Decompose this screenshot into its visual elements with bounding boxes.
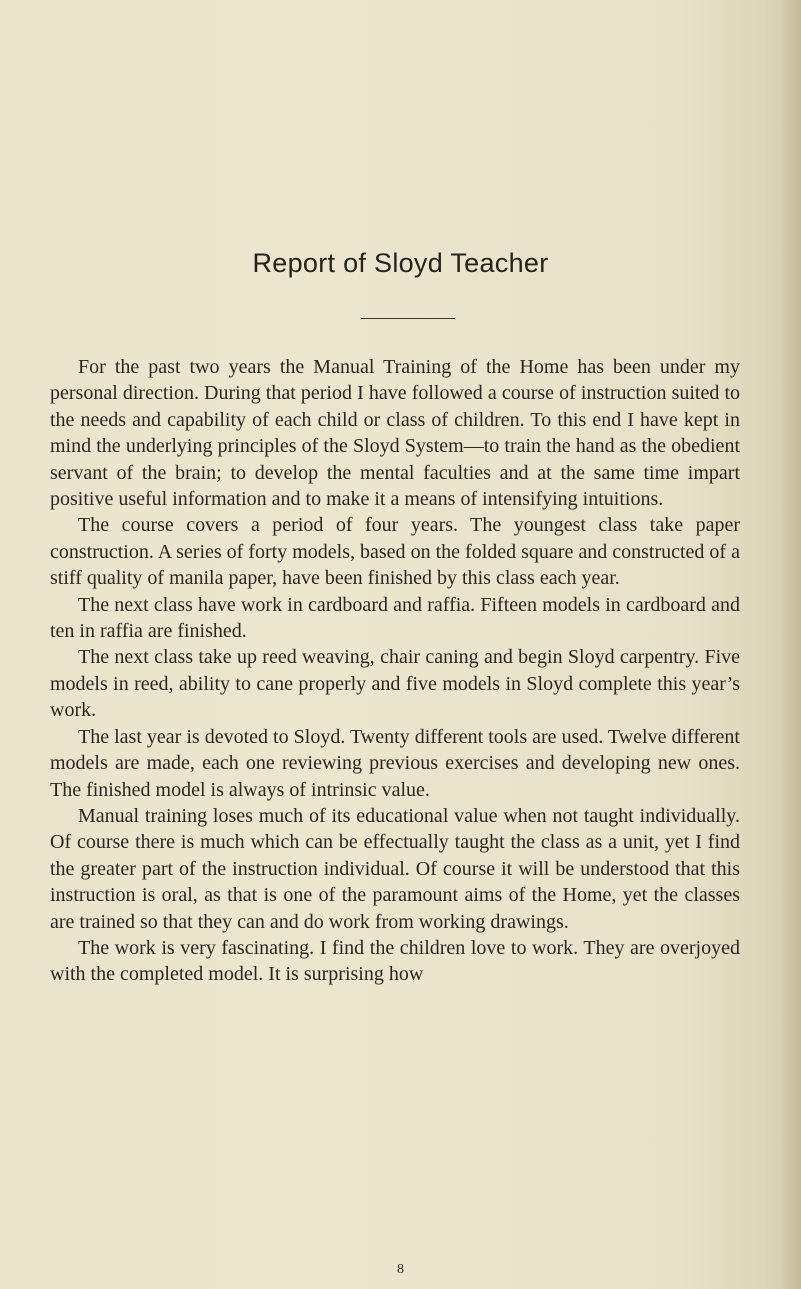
paragraph-cardboard-raffia: The next class have work in cardboard and raffia. Fifteen models in cardboard and ten in raffia are finished.	[50, 593, 740, 643]
paragraph-reed-weaving: The next class take up reed weaving, chair caning and begin Sloyd carpentry. Five models in reed, ability to cane properly and five models in Sloyd complete this year’s work.	[50, 646, 740, 722]
page-title: Report of Sloyd Teacher	[252, 248, 549, 278]
paragraph-course-overview: The course covers a period of four years. The youngest class take paper construction. A series of forty models, based on the folded square and constructed of a stiff quality of manila paper, have been finished by this class each year.	[50, 514, 740, 590]
paragraph-individual-instruction: Manual training loses much of its educational value when not taught individually. Of course there is much which can be effectually taught the class as a unit, yet I find the greater part of the instruction individual. Of course it will be understood that this instruction is oral, as that is one of the paramount aims of the Home, yet the classes are trained so that they can and do work from working drawings.	[50, 804, 740, 933]
title-divider	[361, 318, 455, 319]
page-number: 8	[397, 1262, 404, 1277]
paragraph-last-year: The last year is devoted to Sloyd. Twenty different tools are used. Twelve different models are made, each one reviewing previous exercises and developing new ones. The finished model is always of intrinsic value.	[50, 725, 740, 801]
paragraph-fascinating-work: The work is very fascinating. I find the children love to work. They are overjoyed with the completed model. It is surprising how	[50, 936, 740, 986]
paragraph-intro: For the past two years the Manual Training of the Home has been under my personal direction. During that period I have followed a course of instruction suited to the needs and capability of each child or class of children. To this end I have kept in mind the underlying principles of the Sloyd System—to train the hand as the obedient servant of the brain; to develop the mental faculties and at the same time impart positive useful information and to make it a means of intensifying intuitions.	[50, 356, 740, 511]
page-edge-shadow	[781, 0, 801, 1289]
report-body	[50, 354, 740, 988]
